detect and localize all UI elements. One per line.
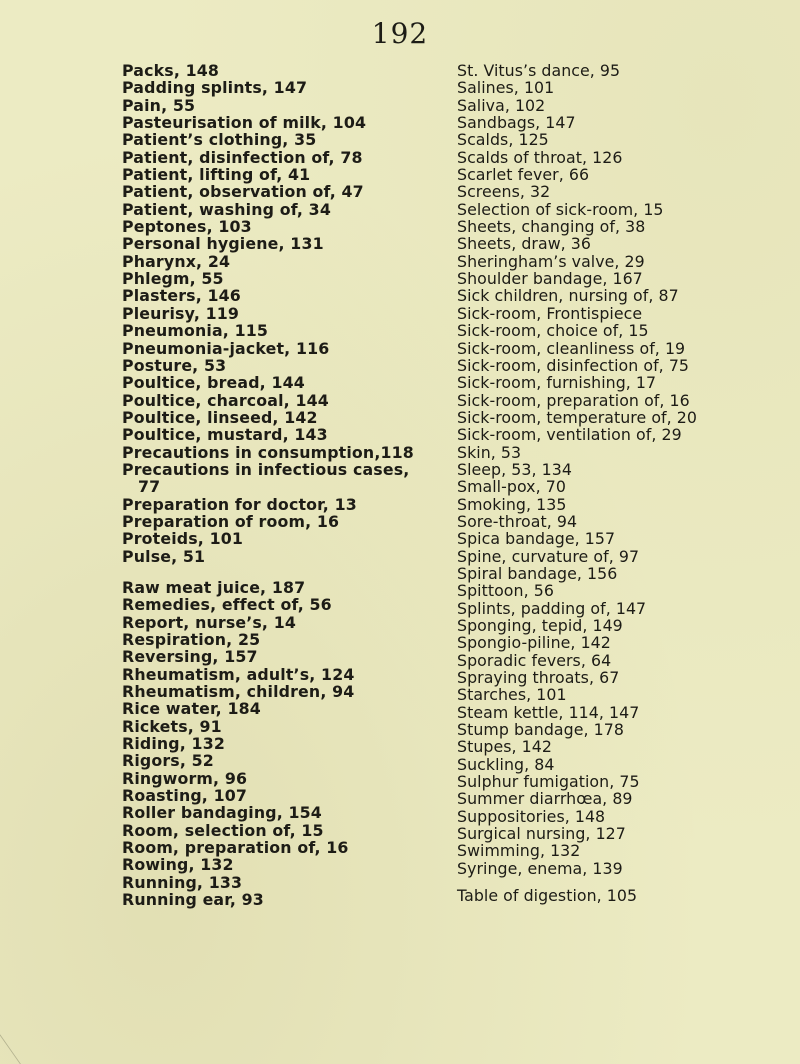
index-entry: Smoking, 135 bbox=[457, 494, 567, 514]
index-entry: Poultice, bread, 144 bbox=[122, 373, 305, 393]
index-entry: Rheumatism, adult’s, 124 bbox=[122, 664, 355, 684]
index-entry: Rowing, 132 bbox=[122, 855, 234, 875]
index-entry: Skin, 53 bbox=[457, 442, 522, 462]
index-entry: Shoulder bandage, 167 bbox=[457, 269, 643, 289]
index-entry: Pneumonia, 115 bbox=[122, 321, 268, 341]
index-column-right bbox=[457, 62, 757, 905]
index-entry: Poultice, linseed, 142 bbox=[122, 407, 318, 427]
index-entry: Sick-room, temperature of, 20 bbox=[457, 407, 697, 427]
index-entry: Report, nurse’s, 14 bbox=[122, 612, 297, 632]
index-entry: Remedies, effect of, 56 bbox=[122, 595, 332, 615]
index-entry: Roller bandaging, 154 bbox=[122, 803, 322, 823]
index-entry: Stupes, 142 bbox=[457, 737, 552, 757]
index-entry: Sick-room, disinfection of, 75 bbox=[457, 355, 690, 375]
index-entry: Suppositories, 148 bbox=[457, 806, 606, 826]
index-entry: Sandbags, 147 bbox=[457, 113, 576, 133]
index-entry: Roasting, 107 bbox=[122, 786, 248, 806]
index-entry: Sick-room, preparation of, 16 bbox=[457, 390, 690, 410]
index-entry: Padding splints, 147 bbox=[122, 78, 308, 98]
index-entry: St. Vitus’s dance, 95 bbox=[457, 61, 621, 80]
index-entry: Rigors, 52 bbox=[122, 751, 214, 771]
index-entry: Spraying throats, 67 bbox=[457, 668, 620, 688]
index-entry: Swimming, 132 bbox=[457, 841, 581, 861]
index-entry: Sore-throat, 94 bbox=[457, 511, 578, 531]
index-entry: Suckling, 84 bbox=[457, 754, 555, 774]
index-entry: Rice water, 184 bbox=[122, 699, 261, 719]
index-entry: Selection of sick-room, 15 bbox=[457, 199, 664, 219]
index-entry: Small-pox, 70 bbox=[457, 477, 566, 497]
index-entry: Spine, curvature of, 97 bbox=[457, 546, 640, 566]
index-entry: Spica bandage, 157 bbox=[457, 529, 616, 549]
index-entry: Sulphur fumigation, 75 bbox=[457, 772, 640, 792]
index-entry: Patient, washing of, 34 bbox=[122, 199, 331, 219]
index-entry: Sporadic fevers, 64 bbox=[457, 650, 612, 670]
index-entry: Scalds of throat, 126 bbox=[457, 147, 623, 167]
index-entry: Table of digestion, 105 bbox=[457, 886, 638, 906]
index-entry: Summer diarrhœa, 89 bbox=[457, 789, 633, 809]
index-entry: Riding, 132 bbox=[122, 734, 225, 754]
page-crease bbox=[0, 1030, 61, 1064]
index-entry: Scarlet fever, 66 bbox=[457, 165, 590, 185]
index-entry: Pain, 55 bbox=[122, 95, 196, 115]
index-entry: Surgical nursing, 127 bbox=[457, 824, 626, 844]
index-entry: Poultice, charcoal, 144 bbox=[122, 390, 329, 410]
index-entry: Preparation for doctor, 13 bbox=[122, 494, 357, 514]
index-entry: Salines, 101 bbox=[457, 78, 555, 98]
index-entry: Saliva, 102 bbox=[457, 95, 546, 115]
index-entry: Spongio-piline, 142 bbox=[457, 633, 611, 653]
index-entry: Sheets, changing of, 38 bbox=[457, 217, 646, 237]
index-entry: Precautions in infectious cases, bbox=[122, 459, 410, 479]
index-entry: Sick-room, cleanliness of, 19 bbox=[457, 338, 686, 358]
index-entry: Precautions in consumption,118 bbox=[122, 442, 414, 462]
index-entry: Respiration, 25 bbox=[122, 630, 261, 649]
section-gap bbox=[122, 565, 462, 579]
index-entry: Sick-room, Frontispiece bbox=[457, 303, 643, 323]
index-entry: Pharynx, 24 bbox=[122, 251, 231, 271]
index-entry: Patient, lifting of, 41 bbox=[122, 165, 311, 185]
index-entry: Rickets, 91 bbox=[122, 716, 222, 736]
index-entry: Room, preparation of, 16 bbox=[122, 838, 349, 858]
index-entry: Sick-room, choice of, 15 bbox=[457, 321, 649, 341]
index-entry: Spiral bandage, 156 bbox=[457, 563, 618, 583]
index-entry: Sick-room, furnishing, 17 bbox=[457, 373, 657, 393]
index-entry: Sick-room, ventilation of, 29 bbox=[457, 425, 682, 445]
index-entry: Poultice, mustard, 143 bbox=[122, 425, 328, 445]
index-entry: Reversing, 157 bbox=[122, 647, 258, 667]
index-entry: Ringworm, 96 bbox=[122, 768, 248, 788]
index-entry: Stump bandage, 178 bbox=[457, 720, 624, 740]
index-entry: Sleep, 53, 134 bbox=[457, 459, 572, 479]
page-number: 192 bbox=[371, 17, 429, 50]
index-entry: Splints, padding of, 147 bbox=[457, 598, 647, 618]
index-entry-continuation: 77 bbox=[138, 477, 161, 497]
index-entry: Packs, 148 bbox=[122, 61, 220, 80]
index-entry: Running, 133 bbox=[122, 872, 243, 892]
index-entry: Steam kettle, 114, 147 bbox=[457, 702, 640, 722]
index-entry: Preparation of room, 16 bbox=[122, 511, 340, 531]
index-entry: Sick children, nursing of, 87 bbox=[457, 286, 679, 306]
index-entry: Pasteurisation of milk, 104 bbox=[122, 113, 367, 133]
index-entry: Spittoon, 56 bbox=[457, 581, 554, 601]
index-entry: Pleurisy, 119 bbox=[122, 303, 240, 323]
index-entry: Personal hygiene, 131 bbox=[122, 234, 324, 254]
index-entry: Peptones, 103 bbox=[122, 217, 252, 237]
index-entry: Posture, 53 bbox=[122, 355, 227, 375]
index-column-left bbox=[122, 62, 462, 909]
index-entry: Sheets, draw, 36 bbox=[457, 234, 592, 254]
index-entry: Sheringham’s valve, 29 bbox=[457, 251, 645, 271]
index-entry: Room, selection of, 15 bbox=[122, 820, 324, 840]
index-entry: Scalds, 125 bbox=[457, 130, 549, 150]
index-entry: Pneumonia-jacket, 116 bbox=[122, 338, 330, 358]
index-entry: Patient’s clothing, 35 bbox=[122, 130, 317, 150]
index-entry: Starches, 101 bbox=[457, 685, 567, 705]
index-entry: Patient, observation of, 47 bbox=[122, 182, 364, 202]
index-entry: Rheumatism, children, 94 bbox=[122, 682, 355, 702]
index-entry: Patient, disinfection of, 78 bbox=[122, 147, 363, 167]
index-entry: Screens, 32 bbox=[457, 182, 551, 202]
index-entry: Proteids, 101 bbox=[122, 529, 244, 549]
index-entry: Plasters, 146 bbox=[122, 286, 241, 306]
index-entry: Phlegm, 55 bbox=[122, 269, 224, 289]
index-entry: Pulse, 51 bbox=[122, 546, 206, 566]
index-entry: Sponging, tepid, 149 bbox=[457, 616, 623, 635]
index-entry: Running ear, 93 bbox=[122, 890, 264, 910]
index-entry: Syringe, enema, 139 bbox=[457, 858, 623, 878]
index-entry: Raw meat juice, 187 bbox=[122, 577, 306, 597]
